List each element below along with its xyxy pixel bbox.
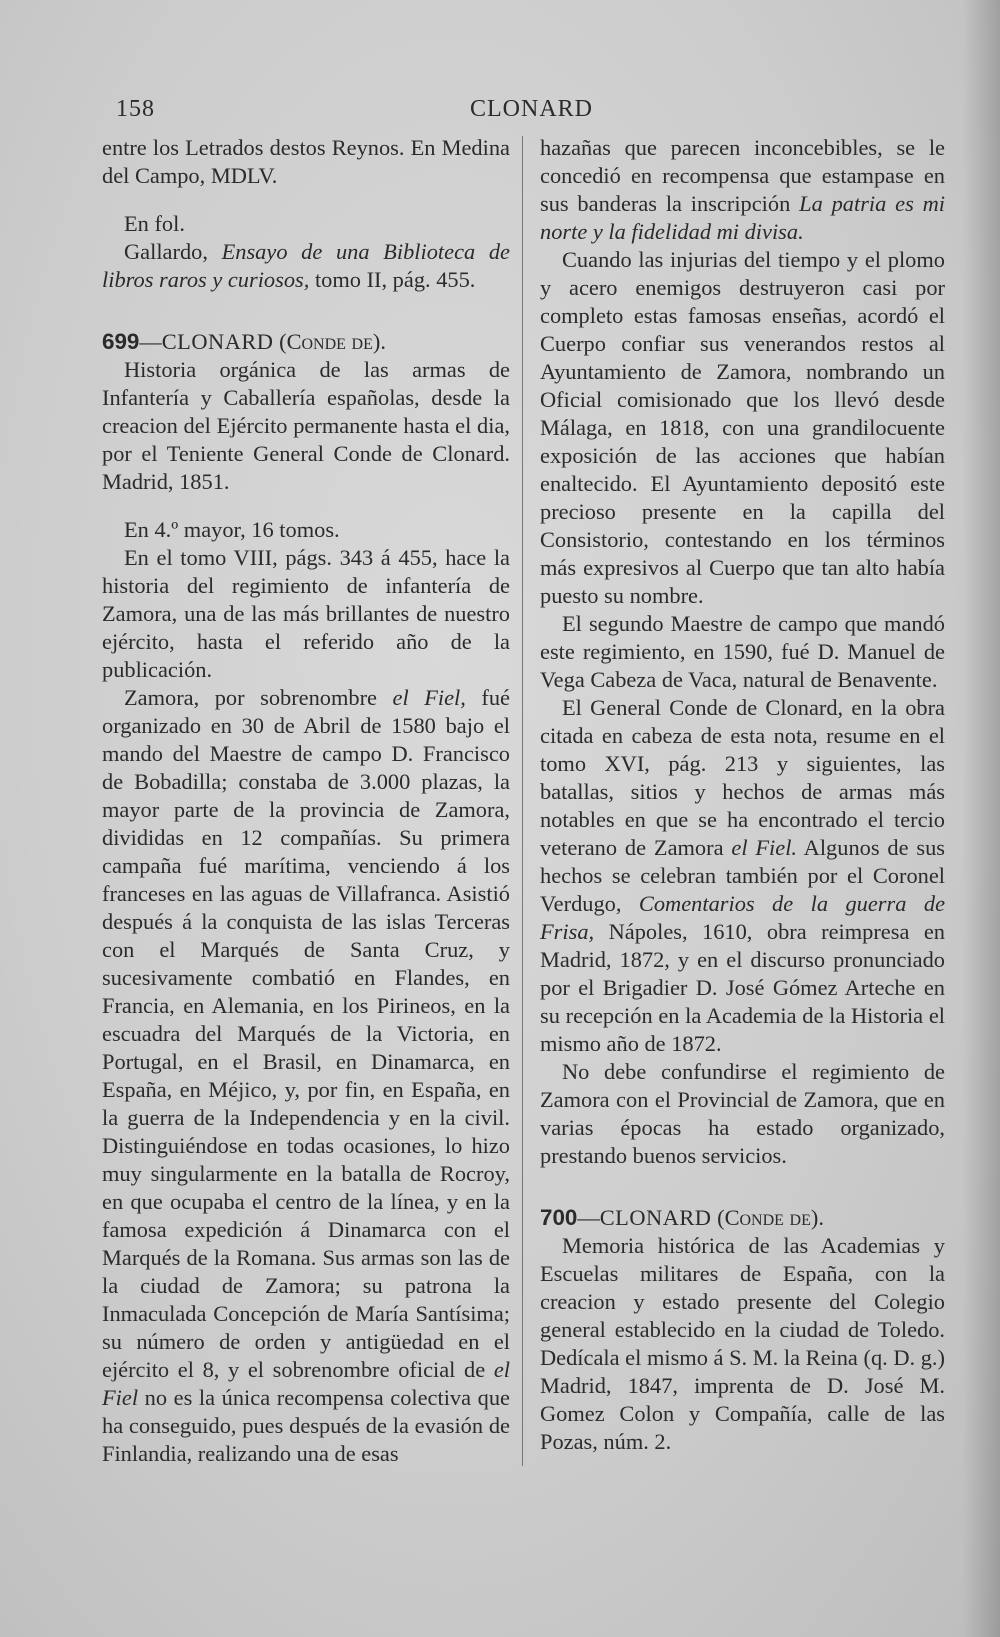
page-shadow [962,0,1000,1637]
paragraph: El General Conde de Clonard, en la obra citada en cabeza de esta nota, resume en el tomo XVI, pág. 213 y siguientes, las batallas, sitios y hechos de armas más notables en que se ha encontrado el tercio veterano de Zamora el Fiel. Algunos de sus hechos se celebran también por el Coronel Verdugo, Comentarios de la guerra de Frisa, Nápoles, 1610, obra reimpresa en Madrid, 1872, y en el discurso pronunciado por el Brigadier D. José Gómez Arteche en su recepción en la Academia de la Historia el mismo año de 1872. [540,695,946,1056]
entry-heading-700: 700—CLONARD (Conde de). [540,1205,824,1230]
entry-number: 700 [540,1205,578,1230]
nickname: el Fiel, [392,685,466,710]
paragraph: Historia orgánica de las armas de Infantería y Caballería españolas, desde la creacion del Ejército permanente hasta el dia, por el Teniente General Conde de Clonard. Madrid, 1851. [102,357,510,494]
paragraph: No debe confundirse el regimiento de Zamora con el Provincial de Zamora, que en varias épocas ha estado organizado, prestando buenos servicios. [540,1059,945,1168]
citation: Gallardo, Ensayo de una Biblioteca de libros raros y curiosos, tomo II, pág. 455. [102,239,510,292]
paragraph: En el tomo VIII, págs. 343 á 455, hace la historia del regimiento de infantería de Zamora, una de las más brillantes de nuestro ejército, hasta el referido año de la publicación. [102,545,510,682]
nickname: el Fiel [102,1357,510,1410]
running-head: CLONARD [470,96,594,122]
paragraph: En fol. [124,211,185,236]
entry-title: Conde de [724,1205,811,1230]
entry-title: Conde de [286,329,373,354]
paragraph: Zamora, por sobrenombre el Fiel, fué organizado en 30 de Abril de 1580 bajo el mando del Maestre de campo D. Francisco de Bobadilla; constaba de 3.000 plazas, la mayor parte de la provincia de Zamora, divididas en 12 compañías. Su primera campaña fué marítima, venciendo á los franceses en las aguas de Villafranca. Asistió después á la conquista de las islas Terceras con el Marqués de Santa Cruz, y sucesivamente combatió en Flandes, en Francia, en Alemania, en los Pirineos, en la escuadra del Marqués de la Victoria, en Portugal, en el Brasil, en Dinamarca, en España, en Méjico, y, por fin, en España, en la guerra de la Independencia y en la civil. Distinguiéndose en todas ocasiones, lo hizo muy singularmente en la batalla de Rocroy, en que ocupaba el centro de la línea, y en la famosa expedición á Dinamarca con el Marqués de la Romana. Sus armas son las de la ciudad de Zamora; su patrona la Inmaculada Concepción de María Santísima; su número de orden y antigüedad en el ejército el 8, y el sobrenombre oficial de el Fiel no es la única recompensa colectiva que ha conseguido, pues después de la evasión de Finlandia, realizando una de esas [102,685,510,1466]
book-title: Comentarios de la guerra de Frisa, [540,891,946,944]
paragraph: Memoria histórica de las Academias y Escuelas militares de España, con la creacion y estado presente del Colegio general establecido en la ciudad de Toledo. Dedícala el mismo á S. M. la Reina (q. D. g.) Madrid, 1847, imprenta de D. José M. Gomez Colon y Compañía, calle de las Pozas, núm. 2. [540,1233,945,1454]
paragraph: El segundo Maestre de campo que mandó este regimiento, en 1590, fué D. Manuel de Vega Cabeza de Vaca, natural de Benavente. [540,611,945,692]
entry-name: CLONARD [599,1205,712,1230]
entry-heading-699: 699—CLONARD (Conde de). [102,329,386,354]
page-header [0,96,1000,126]
book-title: Ensayo de una Biblioteca de libros raros y curiosos, [102,239,510,292]
left-column [102,134,510,1468]
column-divider [522,136,523,1466]
motto: La patria es mi norte y la fidelidad mi divisa. [540,191,945,244]
entry-name: CLONARD [161,329,274,354]
paragraph: entre los Letrados destos Reynos. En Medina del Campo, MDLV. [102,135,510,188]
page-number: 158 [116,96,155,122]
entry-number: 699 [102,329,140,354]
right-column [540,134,945,1456]
paragraph: hazañas que parecen inconcebibles, se le concedió en recompensa que estampase en sus banderas la inscripción La patria es mi norte y la fidelidad mi divisa. [540,135,945,244]
paragraph: Cuando las injurias del tiempo y el plomo y acero enemigos destruyeron casi por completo estas famosas enseñas, acordó el Cuerpo confiar sus venerandos restos al Ayuntamiento de Zamora, nombrando un Oficial comisionado que los llevó desde Málaga, en 1818, con una grandilocuente exposición de las acciones que habían enaltecido. El Ayuntamiento depositó este precioso presente en la capilla del Consistorio, contestando en los términos más expresivos al Cuerpo que tan alto había puesto su nombre. [540,247,945,608]
nickname: el Fiel. [731,835,798,860]
paragraph: En 4.º mayor, 16 tomos. [124,517,340,542]
